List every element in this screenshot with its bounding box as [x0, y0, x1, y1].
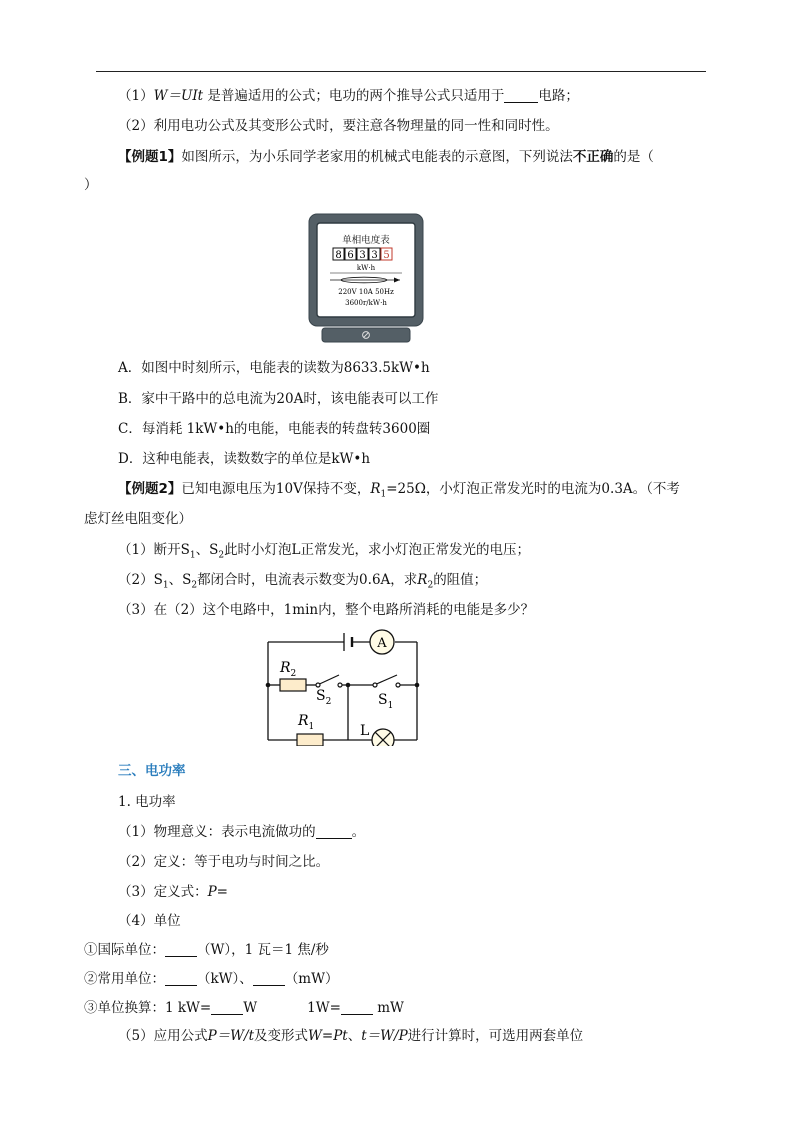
fill-blank — [211, 1000, 243, 1015]
item-formula — [118, 883, 228, 901]
unit-si — [84, 941, 329, 959]
fill-blank — [253, 971, 285, 986]
formula-p: P= — [207, 884, 228, 900]
subsection-title: 1. 电功率 — [118, 794, 176, 810]
meter-rating: 220V 10A 50Hz — [338, 288, 394, 296]
example1-text: 如图所示，为小乐同学老家用的机械式电能表的示意图，下列说法 — [181, 149, 573, 165]
formula-w-pt: W=Pt — [308, 1028, 348, 1044]
item-application — [118, 1027, 583, 1045]
lamp-icon — [372, 729, 394, 746]
fill-blank — [165, 942, 197, 957]
note-1-tail: 电路； — [538, 88, 579, 104]
fill-blank — [165, 971, 197, 986]
unit-common — [84, 970, 339, 988]
meter-digit: 8 — [335, 250, 342, 261]
item-units: （4）单位 — [118, 913, 181, 929]
item-text: mW — [372, 1000, 404, 1016]
formula-t-wp: t＝W/P — [361, 1028, 408, 1044]
option-c: C．每消耗 1kW•h的电能，电能表的转盘转3600圈 — [118, 421, 431, 437]
example2-tag: 【例题2】 — [118, 481, 182, 497]
subscript: 2 — [218, 550, 225, 561]
example2-stem-line2: 虑灯丝电阻变化） — [84, 511, 192, 527]
item-text: ①国际单位： — [84, 942, 165, 958]
item-text: ②常用单位： — [84, 971, 165, 987]
item-text: （1）物理意义：表示电流做功的 — [118, 824, 316, 840]
item-text: 。 — [351, 824, 366, 840]
subscript: 1 — [162, 580, 169, 591]
item-text: （3）定义式： — [118, 884, 208, 900]
subscript: 1 — [189, 550, 196, 561]
example1-close-paren: ） — [84, 177, 98, 193]
example2-stem — [118, 480, 680, 504]
item-text: 1W= — [307, 1000, 341, 1016]
fill-blank — [341, 1000, 373, 1015]
meter-constant: 3600r/kW·h — [345, 299, 387, 307]
example2-q2 — [118, 571, 487, 595]
item-text: 及变形式 — [254, 1028, 309, 1044]
item-text: W — [243, 1000, 258, 1016]
ammeter-icon — [370, 630, 394, 654]
item-text: （kW）、 — [197, 971, 253, 987]
q1-text: （1）断开S — [118, 542, 190, 558]
s2-label: $S_2$ — [316, 688, 332, 707]
note-2: （2）利用电功公式及其变形公式时，要注意各物理量的同一性和同时性。 — [118, 118, 559, 134]
r1-label: $R_1$ — [298, 713, 315, 732]
item-text: （W），1 瓦＝1 焦/秒 — [197, 942, 329, 958]
example1-tag: 【例题1】 — [118, 149, 182, 165]
section-heading: 三、电功率 — [118, 763, 186, 779]
note-1 — [118, 87, 579, 105]
switch-s2-icon — [316, 675, 342, 687]
note-1-prefix: （1） — [118, 88, 154, 104]
item-definition: （2）定义：等于电功与时间之比。 — [118, 854, 330, 870]
item-text: ③单位换算：1 kW= — [84, 1000, 212, 1016]
q2-text: 都闭合时，电流表示数变为0.6A，求 — [197, 572, 418, 588]
item-physical-meaning — [118, 823, 365, 841]
r1-subscript: 1 — [380, 489, 387, 500]
r2-symbol: R — [417, 572, 428, 588]
meter-digit: 3 — [371, 250, 378, 261]
q2-text: 的阻值； — [433, 572, 488, 588]
item-text: （5）应用公式 — [118, 1028, 208, 1044]
battery-icon — [344, 633, 352, 651]
unit-conversion — [84, 999, 404, 1017]
q2-text: 、S — [168, 572, 192, 588]
example1-text-tail: 的是（ — [613, 149, 654, 165]
option-d: D．这种电能表，读数数字的单位是kW•h — [118, 451, 371, 467]
q1-text: 、S — [195, 542, 219, 558]
fill-blank — [316, 824, 352, 839]
subscript: 2 — [191, 580, 198, 591]
note-1-text: 是普遍适用的公式；电功的两个推导公式只适用于 — [203, 88, 505, 104]
formula-w-uit: W＝UIt — [153, 88, 204, 104]
subscript: 2 — [427, 580, 434, 591]
r1-symbol: R — [370, 481, 381, 497]
item-text: 进行计算时，可选用两套单位 — [407, 1028, 584, 1044]
q2-text: （2）S — [118, 572, 163, 588]
item-text: 、 — [347, 1028, 362, 1044]
s1-label: $S_1$ — [378, 692, 394, 711]
fill-blank — [504, 88, 538, 103]
item-text: （mW） — [284, 971, 339, 987]
resistor-r2-icon — [280, 679, 306, 691]
formula-p-wt: P＝W/t — [207, 1028, 255, 1044]
switch-s1-icon — [373, 675, 400, 687]
r2-label: $R_2$ — [280, 660, 297, 679]
circuit-diagram — [260, 624, 430, 746]
example2-q3: （3）在（2）这个电路中，1min内，整个电路所消耗的电能是多少？ — [118, 602, 535, 618]
example2-text: 已知电源电压为10V保持不变， — [181, 481, 371, 497]
meter-digit: 3 — [359, 250, 366, 261]
q1-text: 此时小灯泡L正常发光，求小灯泡正常发光的电压； — [224, 542, 531, 558]
example2-q1 — [118, 541, 530, 565]
option-a: A．如图中时刻所示，电能表的读数为8633.5kW•h — [118, 360, 430, 376]
example1-emphasis: 不正确 — [572, 149, 614, 165]
ammeter-label: A — [377, 636, 387, 651]
meter-digit: 6 — [347, 250, 354, 261]
header-rule — [96, 71, 706, 72]
lamp-label: L — [360, 723, 370, 739]
example2-text-tail: =25Ω，小灯泡正常发光时的电流为0.3A。（不考 — [386, 481, 680, 497]
energy-meter-figure — [308, 213, 424, 343]
resistor-r1-icon — [297, 734, 323, 746]
meter-decimal-digit: 5 — [383, 250, 390, 261]
option-b: B．家中干路中的总电流为20A时，该电能表可以工作 — [118, 391, 439, 407]
example1-stem — [118, 148, 654, 166]
meter-title: 单相电度表 — [342, 235, 390, 246]
meter-unit: kW·h — [356, 264, 376, 272]
